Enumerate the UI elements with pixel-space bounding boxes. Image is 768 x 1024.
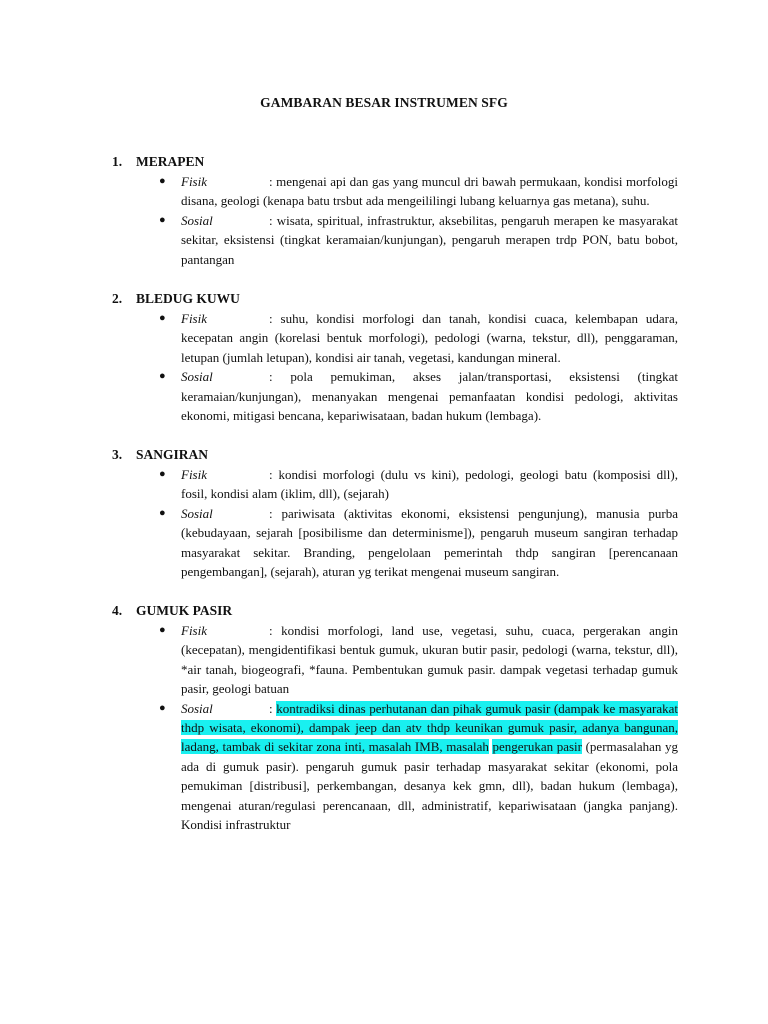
item-text: pariwisata (aktivitas ekonomi, eksistensi pengunjung), manusia purba (kebudayaan, sejarah [posibilisme dan determinisme]), pengaruh museum sangiran terhadap masyarakat sekitar. Branding, pengelolaan pemerintah thdp sangiran [perencanaan pengembangan], (sejarah), aturan yg terikat mengenai museum sangiran.	[181, 505, 678, 580]
item-separator: :	[269, 174, 277, 189]
item-label: Fisik	[181, 174, 207, 189]
section-heading	[112, 289, 678, 309]
item-text: (permasalahan yg ada di gumuk pasir). pengaruh gumuk pasir terhadap masyarakat sekitar (ekonomi, pola pemukiman [distribusi], perkembangan, desanya kek gmn, dll), badan hukum (lembaga), mengenai aturan/regulasi perencanaan, dll, administratif, kepariwisataan (jangka panjang). Kondisi infrastruktur	[181, 739, 678, 833]
section-number: 2.	[112, 291, 123, 306]
list-item-sosial	[159, 367, 678, 425]
section-number: 3.	[112, 447, 123, 462]
bullet-icon: ●	[159, 624, 166, 636]
section-number: 1.	[112, 154, 123, 169]
item-separator: :	[269, 700, 277, 716]
section-bledug-kuwu	[112, 289, 678, 425]
section-heading	[112, 152, 678, 172]
list-item-fisik	[159, 309, 678, 367]
document-title: GAMBARAN BESAR INSTRUMEN SFG	[260, 95, 508, 110]
item-text: kondisi morfologi, land use, vegetasi, suhu, cuaca, pergerakan angin (kecepatan), mengidentifikasi bentuk gumuk, ukuran butir pasir, pedologi (warna, tekstur, dll), *air tanah, biogeografi, *fauna. Pembentukan gumuk pasir. dampak vegetasi terhadap gumuk pasir, geologi batuan	[181, 623, 678, 697]
list-item-fisik	[159, 621, 678, 699]
item-text: mengenai api dan gas yang muncul dri bawah permukaan, kondisi morfologi disana, geologi (kenapa batu trsbut ada mengeililingi lubang keluarnya gas metana), suhu.	[181, 174, 678, 209]
item-text: kondisi morfologi (dulu vs kini), pedologi, geologi batu (komposisi dll), fosil, kondisi alam (iklim, dll), (sejarah)	[181, 467, 678, 502]
section-number: 4.	[112, 603, 123, 618]
section-title: MERAPEN	[136, 154, 205, 169]
section-heading	[112, 601, 678, 621]
bullet-icon: ●	[159, 468, 166, 480]
bullet-icon: ●	[159, 506, 166, 519]
list-item-sosial	[159, 504, 678, 582]
item-label: Sosial	[181, 369, 213, 385]
bullet-icon: ●	[159, 175, 166, 187]
item-separator: :	[269, 623, 282, 638]
section-sangiran	[112, 445, 678, 581]
item-separator: :	[269, 467, 279, 482]
item-separator: :	[269, 369, 291, 385]
list-item-sosial	[159, 699, 678, 835]
item-separator: :	[269, 212, 277, 228]
item-text: pola pemukiman, akses jalan/transportasi, eksistensi (tingkat keramaian/kunjungan), menanyakan mengenai pemanfaatan kondisi pedologi, aktivitas ekonomi, mitigasi bencana, kepariwisataan, badan hukum (lembaga).	[181, 369, 678, 424]
list-item-fisik	[159, 172, 678, 211]
highlighted-text: pengerukan pasir	[492, 739, 582, 755]
item-text: suhu, kondisi morfologi dan tanah, kondisi cuaca, kelembapan udara, kecepatan angin (korelasi bentuk morfologi), pedologi (warna, tekstur, dll), penggaraman, letupan (jumlah letupan), kondisi air tanah, vegetasi, kandungan mineral.	[181, 311, 678, 365]
list-item-sosial	[159, 211, 678, 269]
bullet-icon: ●	[159, 370, 166, 383]
item-text: wisata, spiritual, infrastruktur, aksebilitas, pengaruh merapen ke masyarakat sekitar, eksistensi (tingkat keramaian/kunjungan), pengaruh merapen trdp PON, batu bobot, pantangan	[181, 212, 678, 267]
item-label: Sosial	[181, 700, 213, 716]
item-label: Fisik	[181, 623, 207, 638]
bullet-icon: ●	[159, 213, 166, 226]
item-separator: :	[269, 505, 282, 521]
bullet-icon: ●	[159, 701, 166, 714]
section-title: GUMUK PASIR	[136, 603, 233, 618]
item-label: Sosial	[181, 212, 213, 228]
item-label: Fisik	[181, 311, 207, 326]
section-title: SANGIRAN	[136, 447, 209, 462]
bullet-icon: ●	[159, 312, 166, 324]
item-separator: :	[269, 311, 281, 326]
highlighted-text: kontradiksi dinas perhutanan dan pihak gumuk pasir (dampak ke masyarakat thdp wisata, ekonomi), dampak jeep dan atv thdp keunikan gumuk pasir, adanya bangunan, ladang, tambak di sekitar zona inti, masalah IMB, masalah	[181, 700, 678, 755]
item-label: Sosial	[181, 505, 213, 521]
item-label: Fisik	[181, 467, 207, 482]
section-merapen	[112, 152, 678, 269]
section-heading	[112, 445, 678, 465]
section-gumuk-pasir	[112, 601, 678, 834]
section-title: BLEDUG KUWU	[136, 291, 240, 306]
list-item-fisik	[159, 465, 678, 504]
